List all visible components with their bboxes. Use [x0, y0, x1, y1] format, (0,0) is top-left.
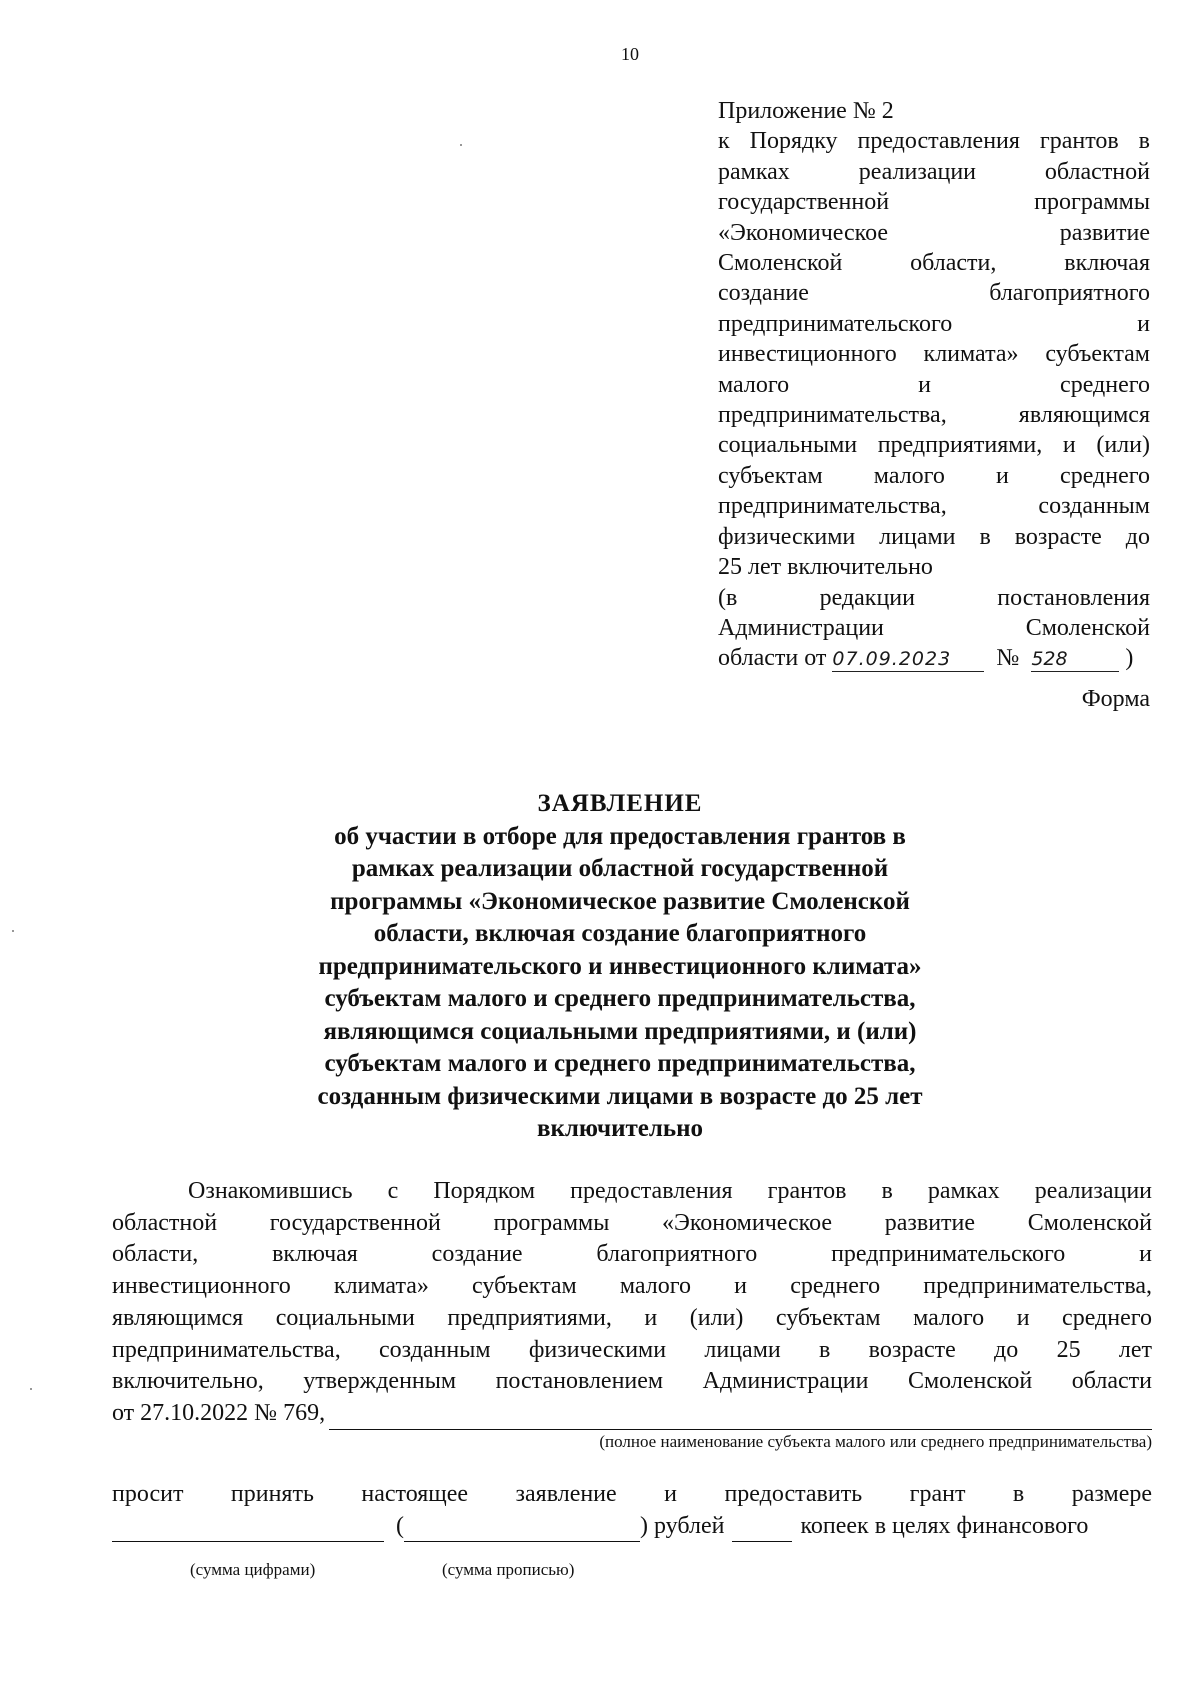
- title-line: программы «Экономическое развитие Смоленской: [330, 887, 910, 915]
- amount-words-field[interactable]: [404, 1519, 640, 1542]
- appendix-line: предпринимательства, созданным: [718, 493, 1150, 520]
- appendix-line: рамках реализации областной: [718, 158, 1150, 185]
- request-amount-line: [112, 1510, 1152, 1542]
- title-line: включительно: [536, 1115, 704, 1142]
- appendix-line: создание благоприятного: [718, 280, 1150, 307]
- kopecks-label: копеек в целях финансового: [800, 1513, 1089, 1539]
- title-line: области, включая создание благоприятного: [373, 920, 867, 947]
- title-line: субъектам малого и среднего предпринимательства,: [324, 1050, 916, 1077]
- scan-speck: [30, 1388, 32, 1390]
- title-line: субъектам малого и среднего предпринимательства,: [324, 985, 916, 1012]
- appendix-line: субъектам малого и среднего: [718, 462, 1150, 489]
- appendix-line: предпринимательского и: [718, 310, 1150, 337]
- scan-speck: [12, 930, 14, 932]
- open-paren: (: [396, 1513, 404, 1539]
- appendix-line: «Экономическое развитие: [718, 219, 1150, 246]
- appendix-line: Приложение № 2: [718, 98, 894, 124]
- title-line: предпринимательского и инвестиционного климата»: [318, 952, 922, 980]
- paragraph-line: Ознакомившись с Порядком предоставления грантов в рамках реализации: [188, 1178, 1152, 1204]
- paragraph-line: областной государственной программы «Экономическое развитие Смоленской: [112, 1209, 1152, 1236]
- appendix-line: к Порядку предоставления грантов в: [718, 128, 1150, 155]
- appendix-line: малого и среднего: [718, 371, 1150, 398]
- appendix-line: инвестиционного климата» субъектам: [718, 341, 1150, 368]
- appendix-line: предпринимательства, являющимся: [718, 402, 1150, 429]
- appendix-last-line-prefix: области от: [718, 645, 827, 672]
- number-sign: №: [996, 645, 1020, 672]
- document-title: [200, 788, 1040, 1146]
- appendix-line: 25 лет включительно: [718, 554, 933, 581]
- paragraph-last-line: [112, 1398, 1152, 1430]
- title-line: являющимся социальными предприятиями, и (или): [323, 1017, 917, 1045]
- appendix-line: государственной программы: [718, 189, 1150, 216]
- appendix-last-line: [718, 643, 1150, 673]
- entity-name-field[interactable]: [329, 1407, 1152, 1430]
- appendix-line: физическими лицами в возрасте до: [718, 523, 1150, 550]
- page-number: 10: [621, 44, 639, 64]
- title-line: рамках реализации областной государственной: [351, 855, 889, 882]
- paragraph-line: включительно, утвержденным постановлением Администрации Смоленской области: [112, 1368, 1152, 1395]
- form-label: Форма: [1081, 686, 1150, 712]
- amount-digits-caption: (сумма цифрами): [190, 1560, 316, 1579]
- closing-paren: ): [1125, 645, 1134, 672]
- decree-reference: от 27.10.2022 № 769,: [112, 1399, 326, 1426]
- appendix-line: Администрации Смоленской: [718, 614, 1150, 641]
- statement-paragraph: [112, 1176, 1152, 1430]
- entity-name-caption: (полное наименование субъекта малого или среднего предпринимательства): [599, 1432, 1152, 1451]
- rubles-label: ) рублей: [640, 1513, 725, 1539]
- request-paragraph: [112, 1478, 1152, 1542]
- paragraph-line: являющимся социальными предприятиями, и (или) субъектам малого и среднего: [112, 1304, 1152, 1331]
- kopecks-field[interactable]: [732, 1519, 792, 1542]
- appendix-line: социальными предприятиями, и (или): [718, 432, 1150, 459]
- appendix-line: (в редакции постановления: [718, 584, 1150, 611]
- amount-digits-field[interactable]: [112, 1519, 384, 1542]
- handwritten-number: 528: [1031, 647, 1119, 672]
- paragraph-lines: [112, 1176, 1152, 1398]
- appendix-line: Смоленской области, включая: [718, 250, 1150, 277]
- request-line: просит принять настоящее заявление и предоставить грант в размере: [112, 1481, 1152, 1507]
- paragraph-line: инвестиционного климата» субъектам малого и среднего предпринимательства,: [112, 1273, 1152, 1300]
- title-subtitle: [200, 821, 1040, 1146]
- amount-words-caption: (сумма прописью): [442, 1560, 575, 1579]
- title-line: об участии в отборе для предоставления грантов в: [334, 822, 906, 850]
- paragraph-line: области, включая создание благоприятного предпринимательского и: [112, 1241, 1152, 1268]
- appendix-lines: [718, 96, 1150, 643]
- title-main: ЗАЯВЛЕНИЕ: [537, 790, 703, 817]
- handwritten-date: 07.09.2023: [832, 647, 984, 672]
- title-line: созданным физическими лицами в возрасте до 25 лет: [317, 1082, 923, 1110]
- paragraph-line: предпринимательства, созданным физическими лицами в возрасте до 25 лет: [112, 1336, 1152, 1363]
- appendix-block: [718, 96, 1150, 674]
- scan-speck: [460, 144, 462, 146]
